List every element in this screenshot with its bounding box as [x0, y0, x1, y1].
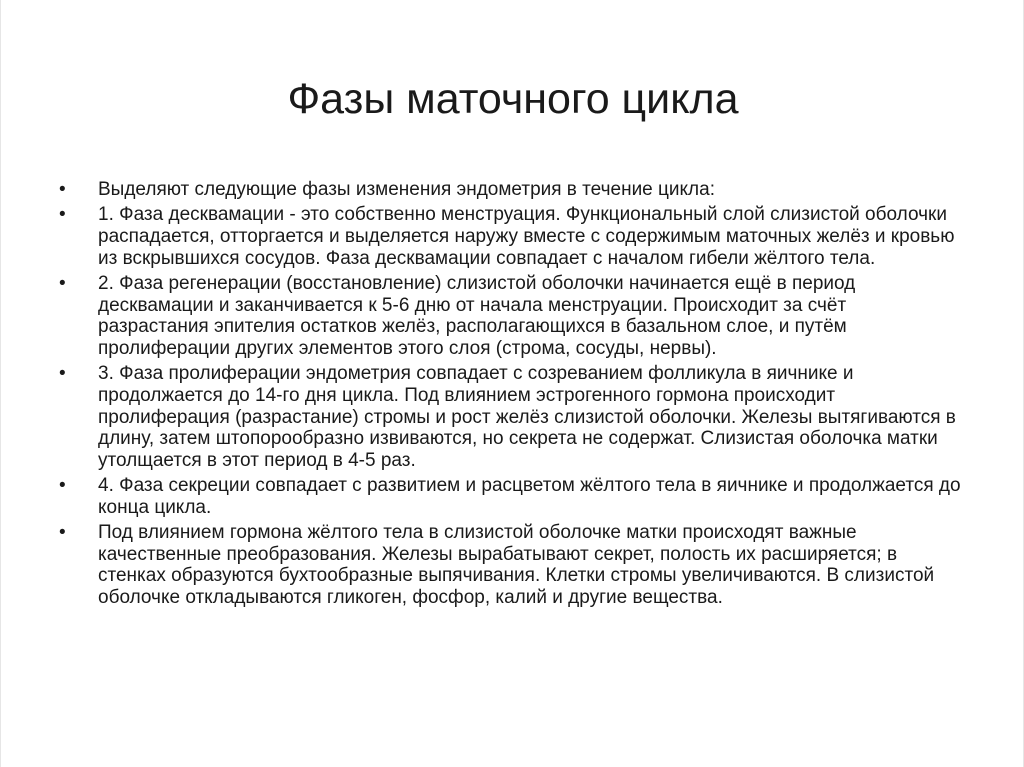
bullet-marker: • [59, 272, 66, 294]
bullet-marker: • [59, 204, 66, 226]
bullet-list [59, 179, 961, 612]
bullet-item-3 [59, 273, 961, 360]
bullet-text: 4. Фаза секреции совпадает с развитием и расцветом жёлтого тела в яичнике и продолжается до конца цикла. [98, 475, 961, 518]
bullet-item-4 [59, 363, 961, 472]
bullet-item-5 [59, 475, 961, 518]
bullet-text: 3. Фаза пролиферации эндометрия совпадает с созреванием фолликула в яичнике и продолжается до 14-го дня цикла. Под влиянием эстрогенного гормона происходит пролиферация (разрастание) стромы и рост желёз слизистой оболочки. Железы вытягиваются в длину, затем штопорообразно извиваются, но секрета не содержат. Слизистая оболочка матки утолщается в этот период в 4-5 раз. [98, 363, 956, 471]
bullet-marker: • [59, 475, 66, 497]
bullet-marker: • [59, 179, 66, 200]
bullet-item-2 [59, 204, 961, 269]
bullet-item-6 [59, 522, 961, 609]
bullet-marker: • [59, 363, 66, 385]
bullet-marker: • [59, 522, 66, 544]
bullet-text: 1. Фаза десквамации - это собственно менструация. Функциональный слой слизистой оболочки распадается, отторгается и выделяется наружу вместе с содержимым маточных желёз и кровью из вскрывшихся сосудов. Фаза десквамации совпадает с началом гибели жёлтого тела. [98, 204, 955, 269]
bullet-text: Под влиянием гормона жёлтого тела в слизистой оболочке матки происходят важные качественные преобразования. Железы вырабатывают секрет, полость их расширяется; в стенках образуются бухтообразные выпячивания. Клетки стромы увеличиваются. В слизистой оболочке откладываются гликоген, фосфор, калий и другие вещества. [98, 522, 935, 609]
slide-title: Фазы маточного цикла [287, 75, 739, 123]
bullet-item-1 [59, 179, 961, 201]
bullet-text: Выделяют следующие фазы изменения эндометрия в течение цикла: [98, 179, 715, 200]
bullet-text: 2. Фаза регенерации (восстановление) слизистой оболочки начинается ещё в период десквамации и заканчивается к 5-6 дню от начала менструации. Происходит за счёт разрастания эпителия остатков желёз, располагающихся в базальном слое, и путём пролиферации других элементов этого слоя (строма, сосуды, нервы). [98, 272, 856, 359]
